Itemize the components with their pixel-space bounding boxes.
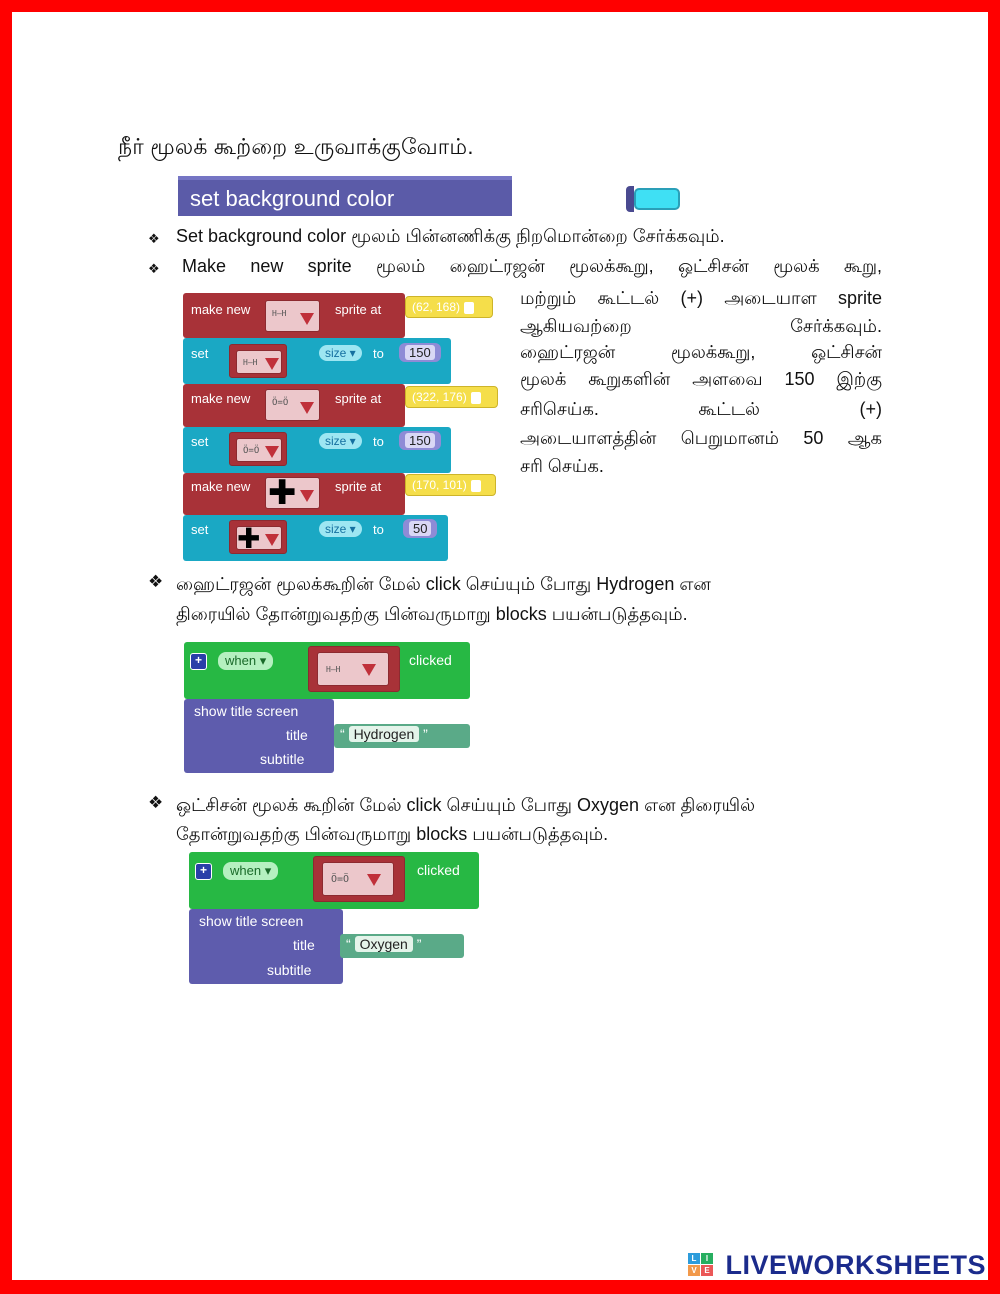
size-value [399, 343, 441, 362]
size-value [399, 431, 441, 450]
sprite-picker-oxygen [229, 432, 287, 466]
dropdown-arrow-icon [265, 534, 279, 546]
bullet-text: மற்றும் கூட்டல் (+) அடையாள sprite [520, 288, 882, 308]
logo-icon-letter: I [701, 1253, 713, 1264]
dropdown-arrow-icon [367, 874, 381, 886]
dropdown-arrow-icon [300, 490, 314, 502]
logo-text: LIVEWORKSHEETS [725, 1250, 986, 1280]
block-label: sprite at [335, 302, 382, 317]
coordinate-value [405, 474, 496, 496]
when-dropdown: when ▾ [223, 862, 278, 880]
block-label: clicked [409, 652, 452, 668]
sprite-picker-hydrogen [308, 646, 400, 692]
set-size-block [183, 338, 451, 384]
show-title-screen-block [184, 699, 334, 773]
pin-icon [471, 480, 481, 492]
set-size-block [183, 427, 451, 473]
coordinate-text: (322, 176) [412, 390, 467, 404]
block-socket [626, 186, 634, 212]
bullet-text: அடையாளத்தின் பெறுமானம் 50 ஆக [520, 428, 882, 448]
sprite-thumb [322, 862, 394, 896]
coordinate-value [405, 386, 498, 408]
sprite-picker-hydrogen [229, 344, 287, 378]
block-label: set background color [190, 186, 395, 211]
dropdown-arrow-icon [300, 313, 314, 325]
block-label: show title screen [199, 913, 304, 929]
size-number: 50 [409, 521, 431, 536]
make-new-sprite-block [183, 473, 405, 515]
quote-icon: ” [423, 726, 428, 742]
block-label: to [373, 522, 384, 537]
hydrogen-molecule-icon: H—H [272, 309, 287, 318]
block-label: clicked [417, 862, 460, 878]
title-value [334, 724, 470, 748]
coordinate-text: (62, 168) [412, 300, 461, 314]
bullet-text: திரையில் தோன்றுவதற்கு பின்வருமாறு blocks பயன்படுத்தவும். [176, 604, 688, 624]
sprite-picker-hydrogen [265, 300, 320, 332]
bullet-icon: ❖ [148, 231, 160, 246]
when-clicked-block [184, 642, 470, 699]
logo-icon-letter: E [701, 1265, 713, 1276]
sprite-thumb [236, 350, 282, 374]
sprite-thumb [236, 523, 282, 554]
block-label: sprite at [335, 479, 382, 494]
quote-icon: “ [340, 726, 345, 742]
block-label: subtitle [260, 751, 305, 767]
bullet-text: ஒட்சிசன் மூலக் கூறின் மேல் click செய்யும் போது Oxygen என திரையில் [176, 795, 756, 815]
block-label: to [373, 346, 384, 361]
block-label: make new [191, 391, 251, 406]
dropdown-arrow-icon [265, 358, 279, 370]
bullet-text: Set background color மூலம் பின்னணிக்கு நிறமொன்றை சேர்க்கவும். [176, 226, 725, 246]
pin-icon [464, 302, 474, 314]
quote-icon: ” [416, 936, 422, 952]
size-number: 150 [405, 345, 435, 360]
make-new-sprite-block [183, 384, 405, 427]
set-background-color-block [178, 176, 512, 216]
block-label: make new [191, 302, 251, 317]
sprite-picker-plus [229, 520, 287, 554]
size-dropdown: size ▾ [319, 521, 362, 537]
bullet-text: தோன்றுவதற்கு பின்வருமாறு blocks பயன்படுத்தவும். [176, 824, 609, 844]
oxygen-molecule-icon: Ö=Ö [272, 398, 289, 408]
title-text: Oxygen [355, 936, 413, 952]
plus-sign-icon: ✚ [268, 474, 297, 512]
coordinate-value [405, 296, 493, 318]
bullet-text: சரி செய்க. [520, 456, 604, 476]
dropdown-arrow-icon [300, 402, 314, 414]
size-dropdown: size ▾ [319, 433, 362, 449]
bullet-icon: ❖ [148, 793, 164, 812]
add-icon: + [190, 653, 207, 670]
hydrogen-molecule-icon: H—H [243, 358, 258, 367]
block-label: set [191, 522, 209, 537]
block-label: subtitle [267, 962, 312, 978]
page-title: நீர் மூலக் கூற்றை உருவாக்குவோம். [118, 134, 474, 159]
size-number: 150 [405, 433, 435, 448]
block-label: title [286, 727, 308, 743]
logo-icon-letter: L [688, 1253, 700, 1264]
show-title-screen-block [189, 909, 343, 984]
oxygen-molecule-icon: Ö=Ö [243, 446, 260, 456]
quote-icon: “ [346, 936, 351, 952]
block-label: set [191, 434, 209, 449]
block-label: show title screen [194, 703, 299, 719]
size-value [403, 519, 437, 538]
dropdown-arrow-icon [265, 446, 279, 458]
hydrogen-molecule-icon: H—H [326, 665, 341, 674]
size-dropdown: size ▾ [319, 345, 362, 361]
bullet-text: மூலக் கூறுகளின் அளவை 150 இற்கு [520, 369, 882, 389]
block-label: to [373, 434, 384, 449]
sprite-picker-oxygen [313, 856, 405, 902]
title-text: Hydrogen [349, 726, 420, 742]
when-clicked-block [189, 852, 479, 909]
plus-sign-icon: ✚ [237, 523, 261, 554]
bullet-text: ஆகியவற்றை சேர்க்கவும். [520, 316, 882, 336]
sprite-picker-oxygen [265, 389, 320, 421]
logo-icon-letter: V [688, 1265, 700, 1276]
bullet-text: Make new sprite மூலம் ஹைட்ரஜன் மூலக்கூறு, ஒட்சிசன் மூலக் கூறு, [182, 256, 882, 276]
coordinate-text: (170, 101) [412, 478, 467, 492]
block-label: title [293, 937, 315, 953]
make-new-sprite-block [183, 293, 405, 338]
block-label: make new [191, 479, 251, 494]
dropdown-arrow-icon [362, 664, 376, 676]
bullet-text: ஹைட்ரஜன் மூலக்கூறு, ஒட்சிசன் [520, 342, 882, 362]
liveworksheets-logo [686, 1250, 986, 1280]
block-label: sprite at [335, 391, 382, 406]
block-label: set [191, 346, 209, 361]
logo-icon [688, 1253, 714, 1277]
sprite-picker-plus [265, 474, 320, 512]
color-swatch [634, 188, 680, 210]
add-icon: + [195, 863, 212, 880]
oxygen-molecule-icon: Ö=Ö [331, 874, 350, 885]
title-value [340, 934, 464, 958]
when-dropdown: when ▾ [218, 652, 273, 670]
sprite-thumb [236, 438, 282, 462]
bullet-text: சரிசெய்க. கூட்டல் (+) [520, 399, 882, 419]
bullet-icon: ❖ [148, 261, 160, 276]
pin-icon [471, 392, 481, 404]
bullet-icon: ❖ [148, 572, 164, 591]
sprite-thumb [317, 652, 389, 686]
bullet-text: ஹைட்ரஜன் மூலக்கூறின் மேல் click செய்யும் போது Hydrogen என [176, 574, 711, 594]
set-size-block [183, 515, 448, 561]
